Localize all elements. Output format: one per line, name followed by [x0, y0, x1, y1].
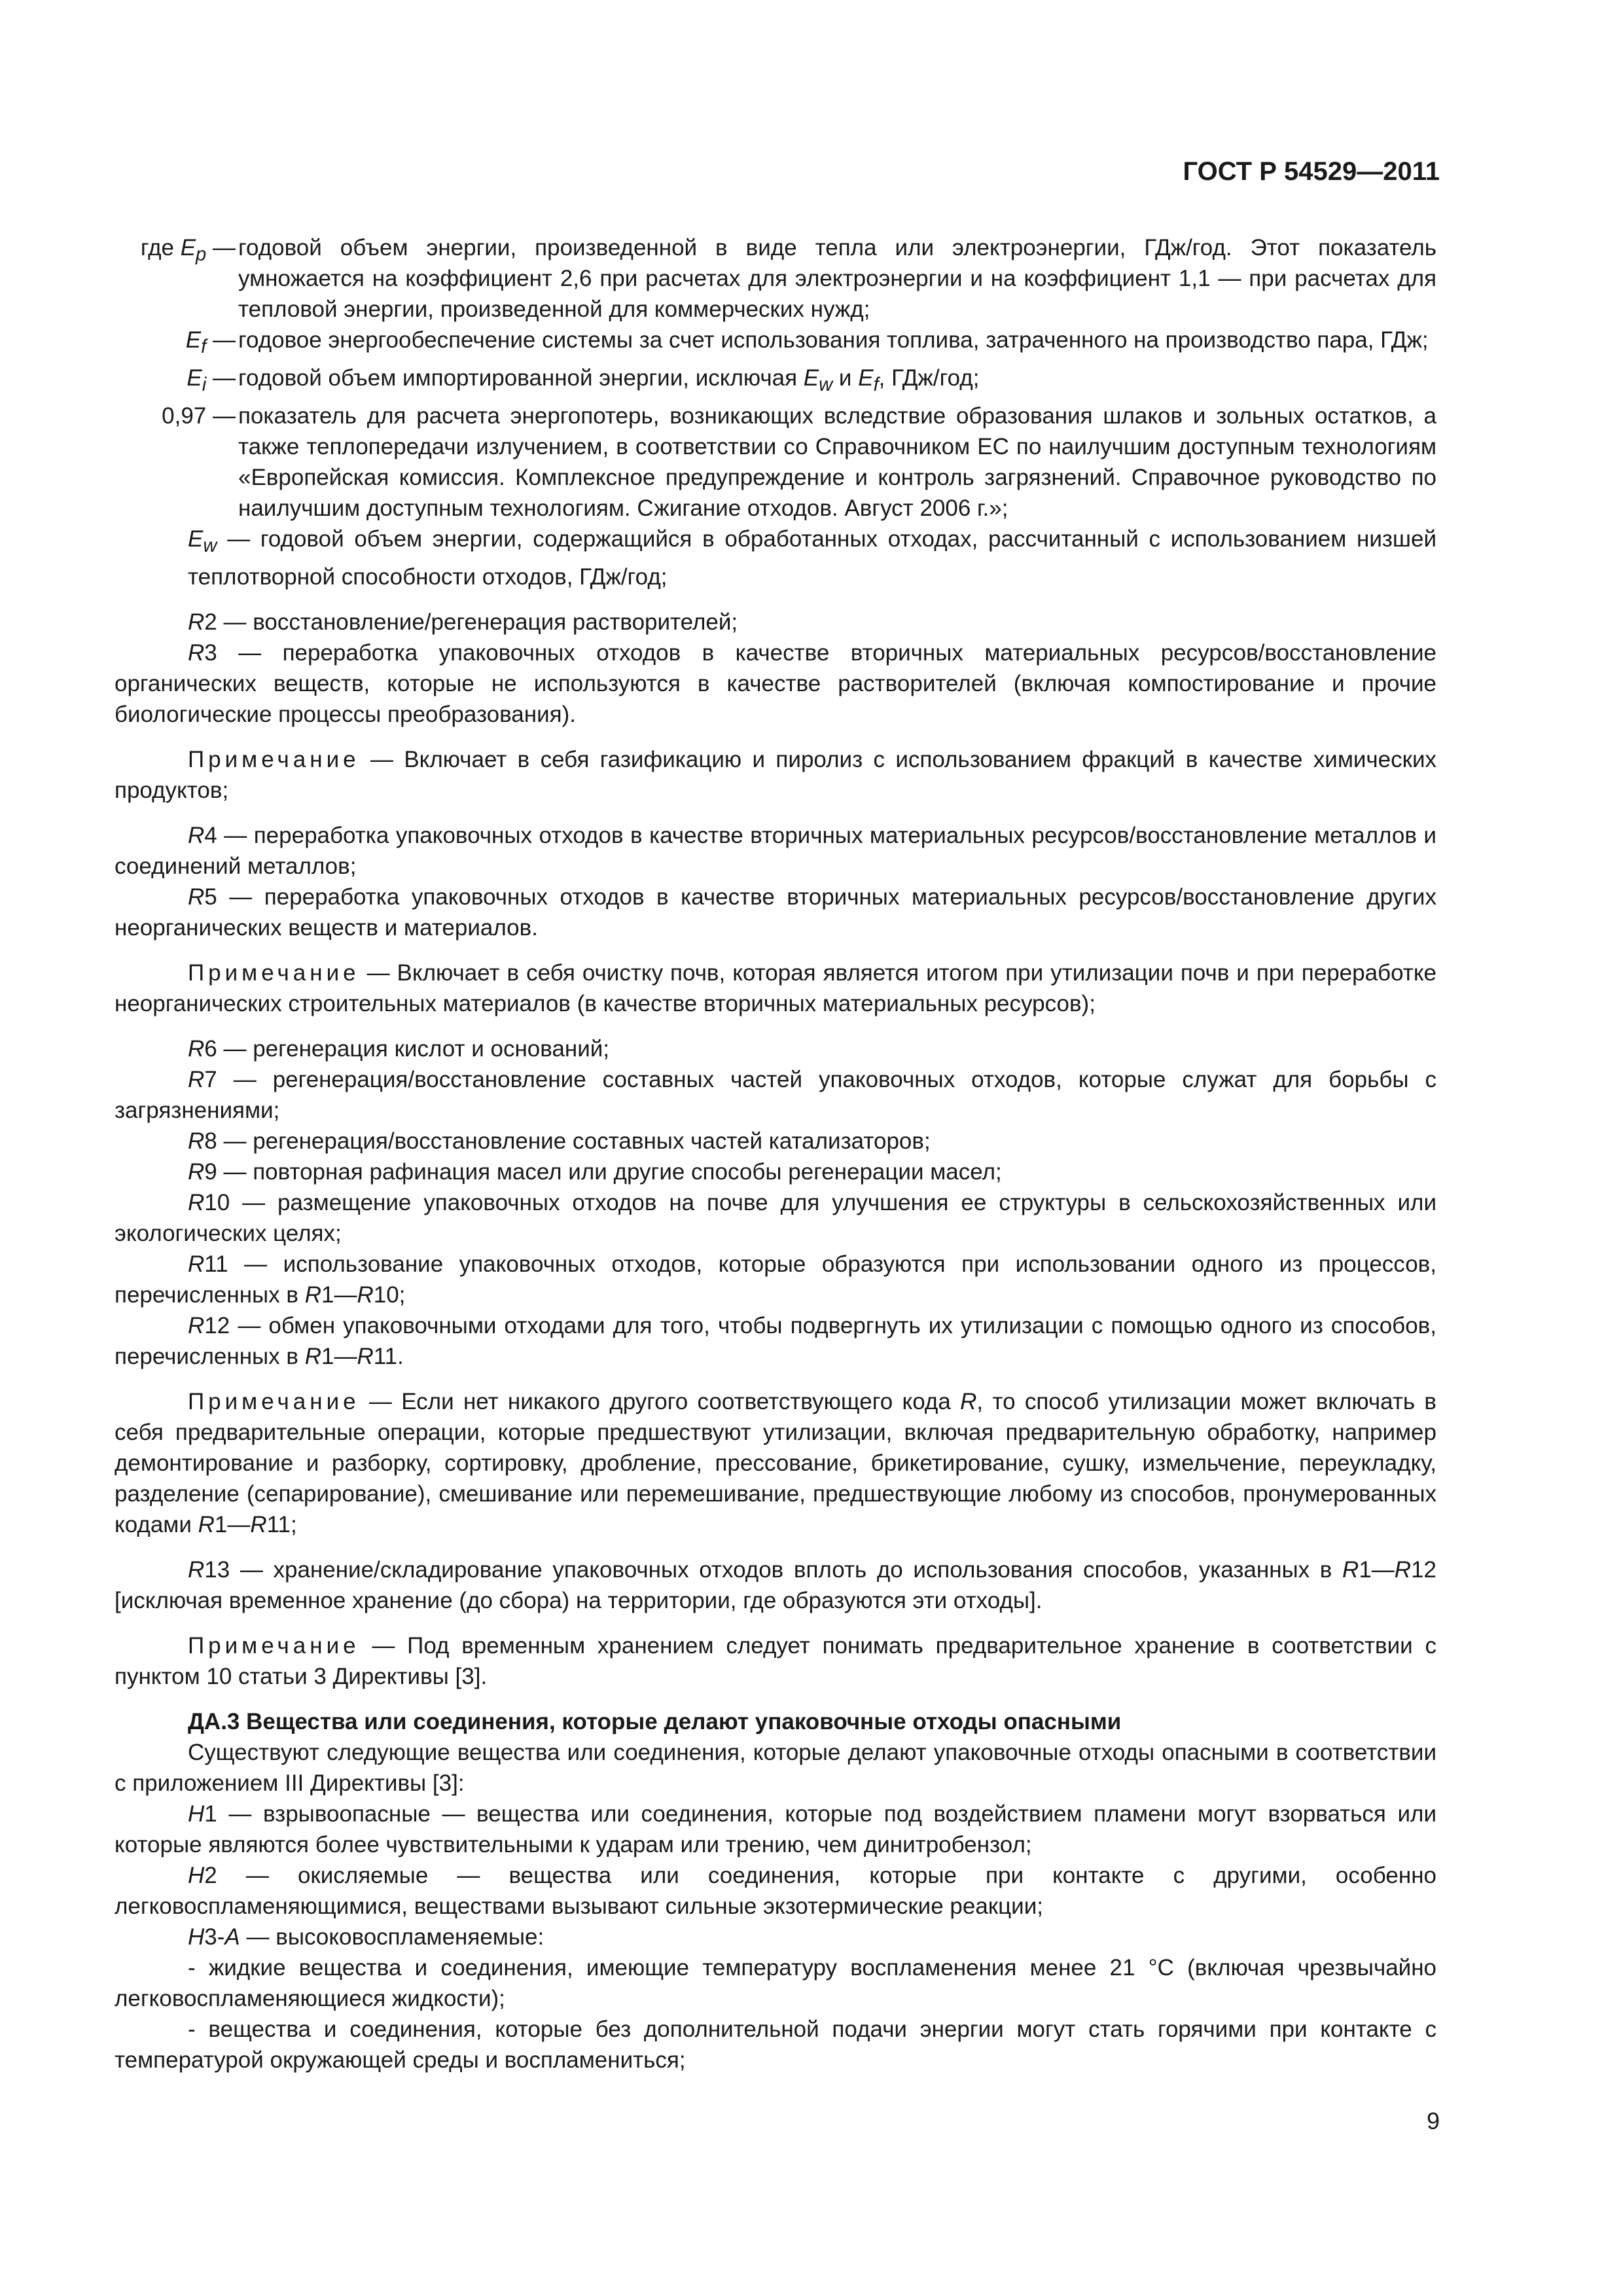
note-2: Примечание — Включает в себя очистку почв, которая является итогом при утилизации почв и при переработке неорганических строительных материалов (в качестве вторичных материальных ресурсов); — [115, 960, 1436, 1016]
code-r3: R3 — переработка упаковочных отходов в качестве вторичных материальных ресурсов/восстановление органических веществ, которые не используются в качестве растворителей (включая компостирование и прочие биологические процессы преобразования). — [115, 640, 1436, 727]
code-r9: R9 — повторная рафинация масел или другие способы регенерации масел; — [188, 1159, 1002, 1185]
definition-text: показатель для расчета энергопотерь, возникающих вследствие образования шлаков и зольных остатков, а также теплопередачи излучением, в соответствии со Справочником ЕС по наилучшим доступным технологиям «Европейская комиссия. Комплексное предупреждение и контроль загрязнений. Справочное руководство по наилучшим доступным технологиям. Сжигание отходов. Август 2006 г.»; — [238, 403, 1436, 521]
section-heading-da3: ДА.3 Вещества или соединения, которые делают упаковочные отходы опасными — [188, 1709, 1122, 1734]
hazard-h2: H2 — окисляемые — вещества или соединения, которые при контакте с другими, особенно легковоспламеняющимися, веществами вызывают сильные экзотермические реакции; — [115, 1863, 1436, 1919]
bullet-item: - вещества и соединения, которые без дополнительной подачи энергии могут стать горячими при контакте с температурой окружающей среды и воспламениться; — [115, 2017, 1436, 2073]
code-r11: R11 — использование упаковочных отходов, которые образуются при использовании одного из процессов, перечисленных в R1—R10; — [115, 1251, 1436, 1308]
definition-term: $E_i$ — — [187, 365, 236, 395]
code-r6: R6 — регенерация кислот и оснований; — [188, 1036, 610, 1062]
definition-text: годовой объем импортированной энергии, исключая $E_w$ и $E_f$, ГДж/год; — [238, 365, 980, 395]
code-r12: R12 — обмен упаковочными отходами для того, чтобы подвергнуть их утилизации с помощью одного из способов, перечисленных в R1—R11. — [115, 1313, 1436, 1369]
section-intro: Существуют следующие вещества или соединения, которые делают упаковочные отходы опасными в соответствии с приложением III Директивы [3]: — [115, 1740, 1436, 1796]
definition-ei — [115, 363, 1436, 401]
note-1: Примечание — Включает в себя газификацию и пиролиз с использованием фракций в качестве химических продуктов; — [115, 747, 1436, 803]
note-4: Примечание — Под временным хранением следует понимать предварительное хранение в соответствии с пунктом 10 статьи 3 Директивы [3]. — [115, 1633, 1436, 1689]
hazard-h1: H1 — взрывоопасные — вещества или соединения, которые под воздействием пламени могут взорваться или которые являются более чувствительными к ударам или трению, чем динитробензол; — [115, 1801, 1436, 1857]
code-r8: R8 — регенерация/восстановление составных частей катализаторов; — [188, 1128, 931, 1154]
definition-ew: $E_w$ — годовой объем энергии, содержащийся в обработанных отходах, рассчитанный с использованием низшей теплотворной способности отходов, ГДж/год; — [188, 526, 1437, 590]
page-content — [115, 232, 1436, 2075]
hazard-h3a: H3-A — высоковоспламеняемые: — [188, 1924, 544, 1950]
code-r5: R5 — переработка упаковочных отходов в качестве вторичных материальных ресурсов/восстановление других неорганических веществ и материалов. — [115, 884, 1436, 941]
code-r13: R13 — хранение/складирование упаковочных отходов вплоть до использования способов, указанных в R1—R12 [исключая временное хранение (до сбора) на территории, где образуются эти отходы]. — [115, 1557, 1436, 1613]
definition-text: годовой объем энергии, произведенной в виде тепла или электроэнергии, ГДж/год. Этот показатель умножается на коэффициент 2,6 при расчетах для электроэнергии и на коэффициент 1,1 — при расчетах для тепловой энергии, произведенной для коммерческих нужд; — [238, 235, 1436, 322]
definition-coefficient — [115, 401, 1436, 524]
page-number: 9 — [1426, 2108, 1440, 2134]
definition-text: годовое энергообеспечение системы за счет использования топлива, затраченного на производство пара, ГДж; — [238, 327, 1429, 353]
code-r7: R7 — регенерация/восстановление составных частей упаковочных отходов, которые служат для борьбы с загрязнениями; — [115, 1067, 1436, 1123]
code-r2: R2 — восстановление/регенерация растворителей; — [188, 609, 738, 635]
definition-ep — [115, 232, 1436, 325]
definition-ef — [115, 325, 1436, 363]
bullet-item: - жидкие вещества и соединения, имеющие температуру воспламенения менее 21 °С (включая чрезвычайно легковоспламеняющиеся жидкости); — [115, 1955, 1436, 2011]
definition-term: где $E_p$ — — [140, 235, 236, 265]
note-3: Примечание — Если нет никакого другого соответствующего кода R, то способ утилизации может включать в себя предварительные операции, которые предшествуют утилизации, включая предварительную обработку, например демонтирование и разборку, сортировку, дробление, прессование, брикетирование, сушку, измельчение, переукладку, разделение (сепарирование), смешивание или перемешивание, предшествующие любому из способов, пронумерованных кодами R1—R11; — [115, 1389, 1436, 1537]
code-r4: R4 — переработка упаковочных отходов в качестве вторичных материальных ресурсов/восстановление металлов и соединений металлов; — [115, 823, 1436, 879]
definition-term: 0,97 — — [162, 403, 236, 429]
code-r10: R10 — размещение упаковочных отходов на почве для улучшения ее структуры в сельскохозяйственных или экологических целях; — [115, 1190, 1436, 1246]
definition-term: $E_f$ — — [185, 327, 236, 357]
standard-header: ГОСТ Р 54529—2011 — [1183, 157, 1440, 186]
